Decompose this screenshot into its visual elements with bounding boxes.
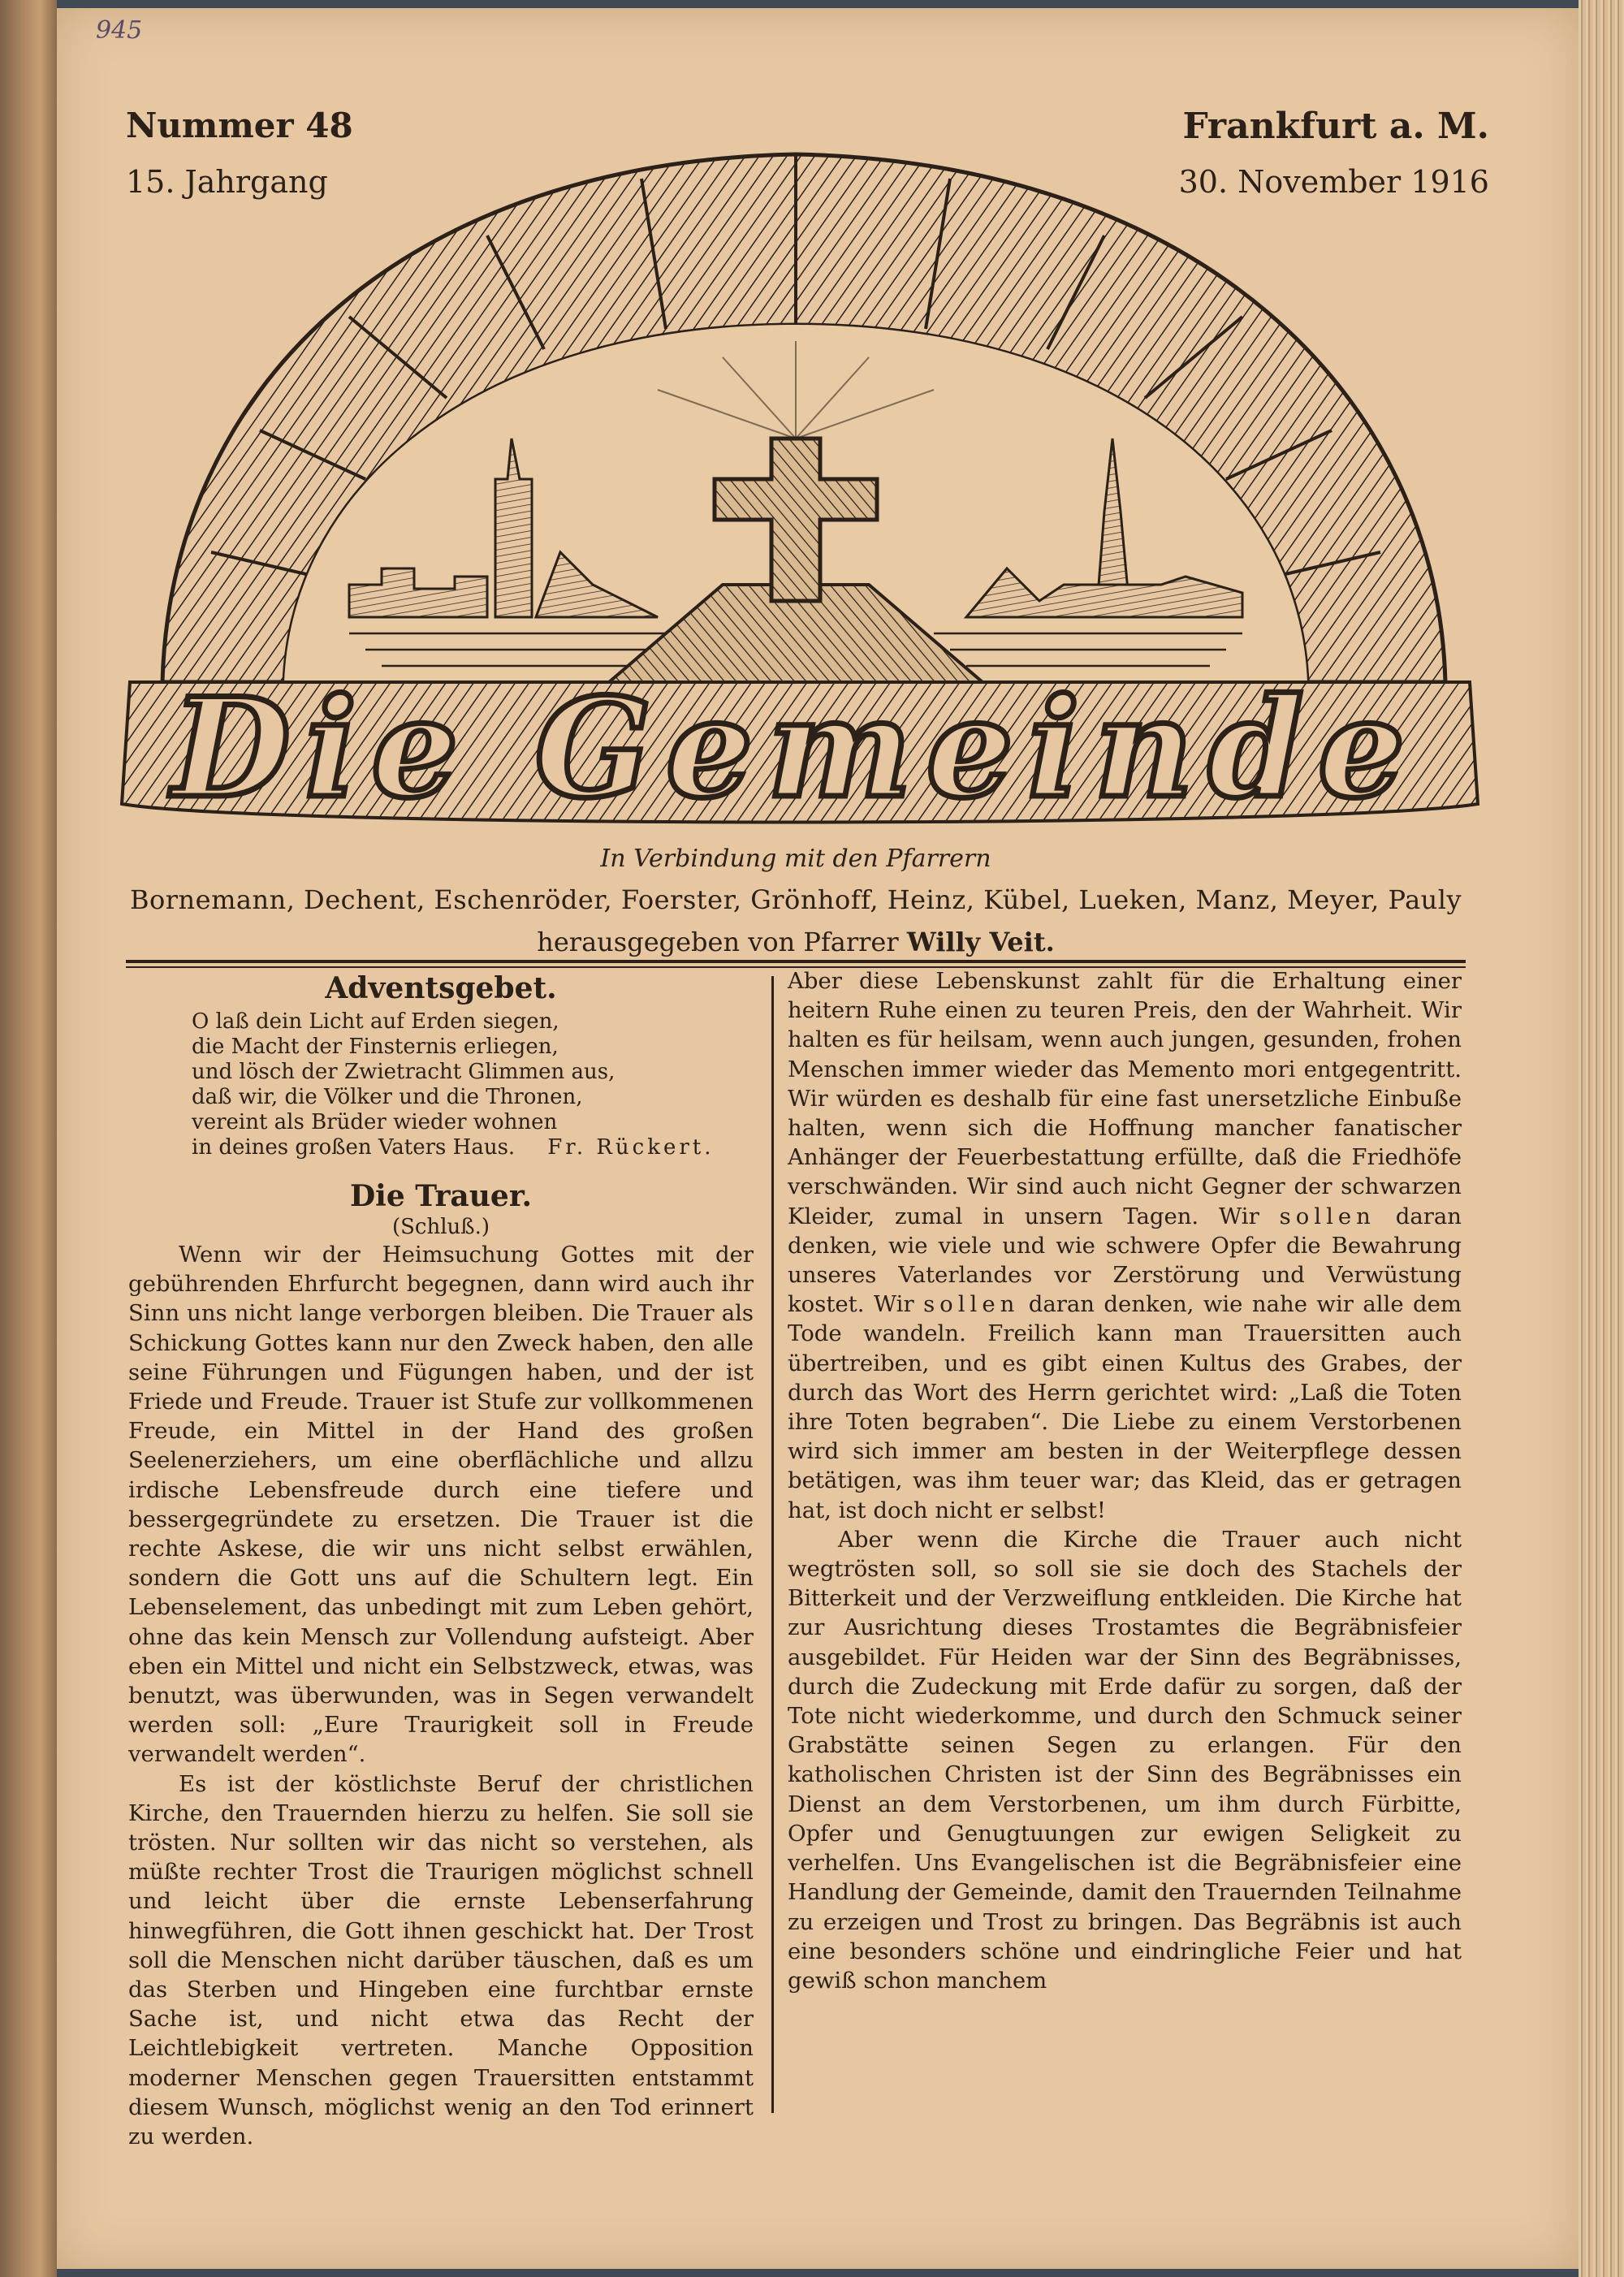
prayer-title: Adventsgebet. (325, 971, 557, 1005)
column-divider (771, 976, 774, 2113)
editors-intro: In Verbindung mit den Pfarrern (600, 845, 991, 873)
article-paragraph (788, 966, 1462, 1525)
poem-line: vereint als Brüder wieder wohnen (192, 1110, 558, 1134)
article-paragraph: Wenn wir der Heimsuchung Gottes mit der gebührenden Ehrfurcht begegnen, dann wird auch ihr Sinn uns nicht lange verborgen bleiben. Die Trauer als Schickung Gottes kann nur den Zweck haben, den alle seine Führungen und Fügungen haben, und der ist Friede und Freude. Trauer ist Stufe zur vollkommenen Freude, ein Mittel in der Hand des großen Seelenerziehers, um eine oberflächliche und allzu irdische Lebensfreude durch eine tiefere und bessergegründete zu ersetzen. Die Trauer ist die rechte Askese, die wir uns nicht selbst erwählen, sondern die Gott uns auf die Schultern legt. Ein Lebenselement, das unbedingt mit zum Leben gehört, ohne das kein Mensch zur Vollendung aufsteigt. Aber eben ein Mittel und nicht ein Selbstzweck, etwas, was benutzt, was überwunden, was in Segen verwandelt werden soll: „Eure Traurigkeit soll in Freude verwandelt werden“. (128, 1242, 754, 1768)
text-run: Aber diese Lebenskunst zahlt für die Erhaltung einer heitern Ruhe einen zu teuren Preis, den der Wahrheit. Wir halten es für heilsam, wenn auch jungen, gesunden, frohen Menschen immer wieder das Memento mori entgegentritt. Wir würden es deshalb für eine fast unersetzliche Einbuße halten, wenn sich die Hoffnung mancher fanatischer Anhänger der Feuerbestattung erfüllte, daß die Friedhöfe verschwänden. Wir sind auch nicht Gegner der schwarzen Kleider, zumal in unsern Tagen. Wir (788, 968, 1462, 1229)
poem-line-last (192, 1135, 754, 1160)
volume-year: 15. Jahrgang (126, 164, 328, 200)
handwritten-page-number: 945 (96, 16, 143, 45)
spaced-emphasis: sollen (923, 1291, 1020, 1318)
place-of-publication: Frankfurt a. M. (1182, 106, 1489, 147)
article-subtitle: (Schluß.) (391, 1215, 490, 1239)
editors-block (106, 845, 1486, 957)
poem-line: und lösch der Zwietracht Glimmen aus, (192, 1060, 615, 1084)
masthead-illustration (106, 97, 1486, 853)
left-binding-edge (0, 0, 57, 2277)
spaced-emphasis: sollen (1279, 1203, 1376, 1229)
article-paragraph: Aber wenn die Kirche die Trauer auch nicht wegtrösten soll, so soll sie sie doch des Stachels der Bitterkeit und der Verzweiflung entkleiden. Die Kirche hat zur Ausrichtung dieses Trostamtes die Begräbnisfeier ausgebildet. Für Heiden war der Sinn des Begräbnisses, durch die Zudeckung mit Erde dafür zu sorgen, daß der Tote nicht wiederkomme, und durch den Schmuck seiner Grabstätte seinen Segen zu erlangen. Für den katholischen Christen ist der Sinn des Begräbnisses ein Dienst an dem Verstorbenen, um ihm durch Fürbitte, Opfer und Genugtuungen zur ewigen Seligkeit zu verhelfen. Uns Evangelischen ist die Begräbnisfeier eine Handlung der Gemeinde, damit den Trauernden Teilnahme zu erzeigen und Trost zu bringen. Das Begräbnis ist auch eine besonders schöne und eindringliche Feier und hat gewiß schon manchem (788, 1526, 1462, 1994)
text-run: daran denken, wie nahe wir alle dem Tode wandeln. Freilich kann man Trauersitten auch übertreiben, und es gibt einen Kultus des Grabes, der durch das Wort des Herrn gerichtet wird: „Laß die Toten ihre Toten begraben“. Die Liebe zu einem Verstorbenen wird sich immer am besten in der Weiterpflege dessen betätigen, was ihm teuer war; das Kleid, das er getragen hat, ist doch nicht er selbst! (788, 1291, 1462, 1523)
issue-date: 30. November 1916 (1178, 164, 1489, 200)
text-run: daran denken, wie viele und wie schwere Opfer die Bewahrung unseres Vaterlandes vor Zerstörung und Verwüstung kostet. Wir (788, 1203, 1462, 1318)
poem-line: die Macht der Finsternis erliegen, (192, 1035, 559, 1059)
article-title: Die Trauer. (349, 1179, 533, 1213)
pastors-list: Bornemann, Dechent, Eschenröder, Foerster, Grönhoff, Heinz, Kübel, Lueken, Manz, Meyer, Pauly (129, 884, 1462, 915)
issue-number: Nummer 48 (126, 106, 353, 145)
poem-author: Fr. Rückert. (547, 1135, 715, 1160)
right-column (788, 966, 1462, 1995)
publisher-prefix: herausgegeben von Pfarrer (537, 927, 899, 957)
prayer-poem (128, 1009, 754, 1160)
poem-line: O laß dein Licht auf Erden siegen, (192, 1009, 559, 1034)
publisher-name: Willy Veit. (906, 927, 1055, 957)
header-rule (126, 960, 1466, 963)
poem-line: in deines großen Vaters Haus. (192, 1135, 516, 1160)
article-paragraph: Es ist der köstlichste Beruf der christlichen Kirche, den Trauernden hierzu zu helfen. Sie soll sie trösten. Nur sollten wir das nicht so verstehen, als müßte rechter Trost die Traurigen möglichst schnell und leicht über die ernste Lebenserfahrung hinwegführen, die Gott ihnen geschickt hat. Der Trost soll die Menschen nicht darüber täuschen, daß es um das Sterben und Hingeben eine furchtbar ernste Sache ist, und nicht etwa das Recht der Leichtlebigkeit vertreten. Manche Opposition moderner Menschen gegen Trauersitten entstammt diesem Wunsch, möglichst wenig an den Tod erinnert zu werden. (128, 1770, 754, 2150)
right-page-stack (1579, 0, 1624, 2277)
newspaper-page (57, 8, 1579, 2269)
publisher-line (106, 927, 1486, 957)
poem-line: daß wir, die Völker und die Thronen, (192, 1085, 583, 1109)
left-column (128, 970, 754, 2151)
masthead-title: Die Gemeinde (171, 668, 1420, 828)
